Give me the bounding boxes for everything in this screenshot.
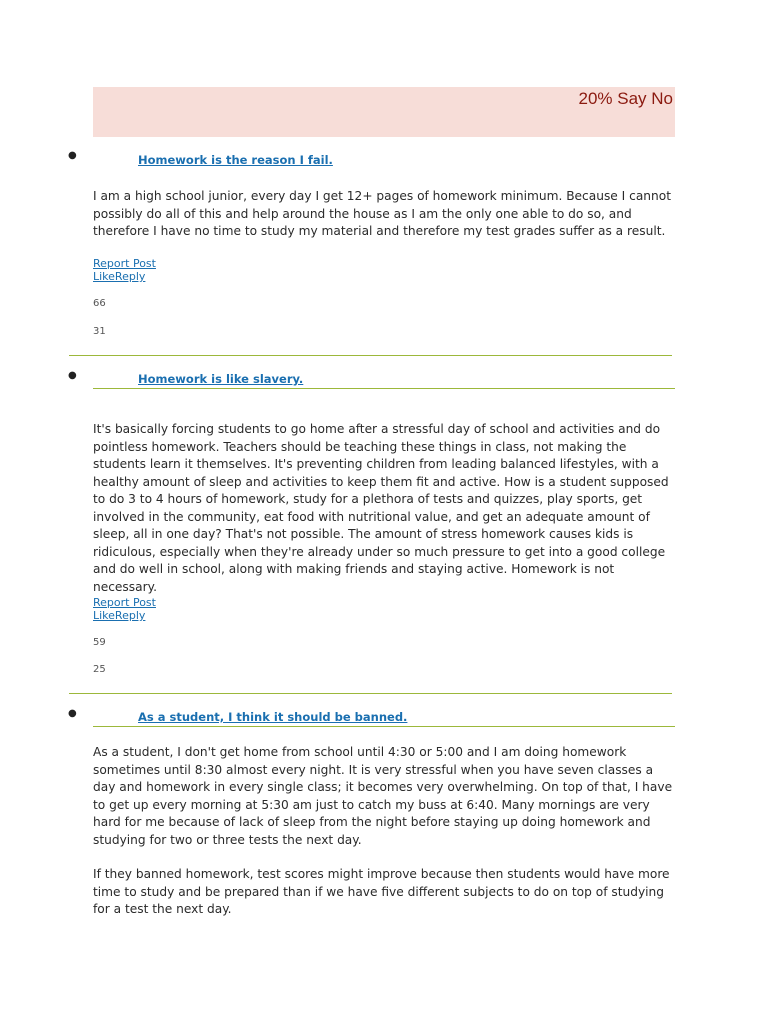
- agree-count: 59: [93, 637, 106, 648]
- post-title-row: [93, 149, 675, 168]
- post-title-row: [93, 706, 675, 727]
- post-body: [93, 188, 679, 258]
- agree-count: 66: [93, 298, 106, 309]
- post-paragraph: As a student, I don't get home from school until 4:30 or 5:00 and I am doing homework sometimes until 8:30 almost every night. It is very stressful when you have seven classes a day and homework in every single class; it becomes very overwhelming. On top of that, I have to get up every morning at 5:30 am just to catch my buss at 6:40. Many mornings are very hard for me because of lack of sleep from the night before staying up doing homework and studying for two or three tests the next day.: [93, 745, 673, 847]
- bullet-icon: ●: [68, 708, 77, 719]
- post-title-link[interactable]: Homework is like slavery.: [138, 372, 304, 386]
- post-title-link[interactable]: As a student, I think it should be banned.: [138, 710, 408, 724]
- post-body: [93, 421, 679, 613]
- post-divider: [69, 693, 672, 694]
- bullet-icon: ●: [68, 370, 77, 381]
- opinion-banner: [93, 87, 675, 137]
- report-post-link[interactable]: Report Post: [93, 257, 156, 270]
- like-reply-link[interactable]: LikeReply: [93, 609, 146, 622]
- post-divider: [69, 355, 672, 356]
- post-body: [93, 744, 679, 936]
- bullet-icon: ●: [68, 150, 77, 161]
- post-actions: [93, 257, 156, 283]
- post-title-link[interactable]: Homework is the reason I fail.: [138, 153, 333, 167]
- opinion-percentage: 20% Say No: [578, 89, 673, 108]
- post-paragraph: It's basically forcing students to go home after a stressful day of school and activities and do pointless homework. Teachers should be teaching these things in class, not making the students learn it themselves. It's preventing children from leading balanced lifestyles, with a healthy amount of sleep and activities to keep them fit and active. How is a student supposed to do 3 to 4 hours of homework, study for a plethora of tests and quizzes, play sports, get involved in the community, eat food with nutritional value, and get an adequate amount of sleep, all in one day? That's not possible. The amount of stress homework causes kids is ridiculous, especially when they're already under so much pressure to get into a good college and do well in school, along with making friends and staying active. Homework is not necessary.: [93, 422, 669, 594]
- post-actions: [93, 596, 156, 622]
- post-paragraph: If they banned homework, test scores might improve because then students would have more time to study and be prepared than if we have five different subjects to do on top of studying for a test the next day.: [93, 867, 670, 916]
- disagree-count: 25: [93, 664, 106, 675]
- disagree-count: 31: [93, 326, 106, 337]
- report-post-link[interactable]: Report Post: [93, 596, 156, 609]
- post-paragraph: I am a high school junior, every day I get 12+ pages of homework minimum. Because I cannot possibly do all of this and help around the house as I am the only one able to do so, and therefore I have no time to study my material and therefore my test grades suffer as a result.: [93, 189, 671, 238]
- post-title-row: [93, 368, 675, 389]
- like-reply-link[interactable]: LikeReply: [93, 270, 146, 283]
